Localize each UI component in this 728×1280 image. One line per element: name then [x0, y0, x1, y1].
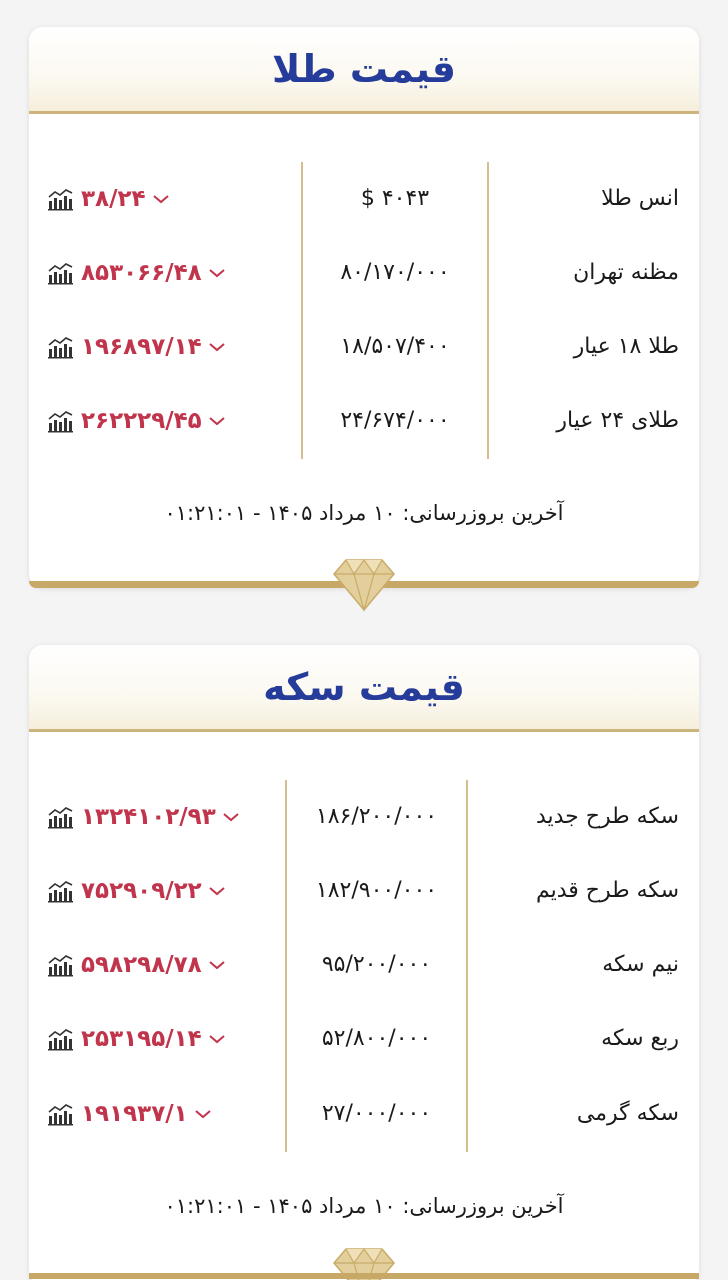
gold-card-title: قیمت طلا: [272, 47, 456, 91]
coin-price-card: [29, 645, 699, 1280]
change-value: ۱۹۱۹۳۷/۱: [81, 1101, 188, 1127]
coin-row-name: ربع سکه: [601, 1026, 679, 1051]
change-value: ۷۵۲۹۰۹/۲۲: [81, 878, 202, 904]
gold-row-change[interactable]: [47, 327, 226, 367]
chevron-down-icon: [222, 811, 240, 823]
change-value: ۲۶۲۲۲۹/۴۵: [81, 408, 202, 434]
chevron-down-icon: [208, 267, 226, 279]
diamond-icon: [332, 556, 396, 612]
gold-row-name: انس طلا: [601, 186, 679, 211]
gold-price-card: [29, 27, 699, 588]
gold-row-price: $ ۴۰۴۳: [360, 186, 430, 211]
gold-row-change[interactable]: [47, 179, 170, 219]
change-value: ۱۹۶۸۹۷/۱۴: [81, 334, 202, 360]
last-update-text: آخرین بروزرسانی: ۱۰ مرداد ۱۴۰۵ - ۰۱:۲۱:۰۱: [164, 501, 564, 525]
coin-row-change[interactable]: [47, 871, 226, 911]
coin-row-change[interactable]: [47, 1019, 226, 1059]
coin-row-name: سکه طرح جدید: [535, 804, 679, 829]
change-value: ۱۳۲۴۱۰۲/۹۳: [81, 804, 216, 830]
gold-card-header: [29, 27, 699, 114]
chevron-down-icon: [208, 959, 226, 971]
coin-row-price: ۱۸۲/۹۰۰/۰۰۰: [315, 878, 438, 903]
coin-row-name: نیم سکه: [602, 952, 679, 977]
column-divider: [466, 780, 468, 1152]
chevron-down-icon: [208, 341, 226, 353]
coin-row-price: ۲۷/۰۰۰/۰۰۰: [321, 1101, 432, 1126]
chart-bars-icon[interactable]: [47, 879, 75, 903]
chevron-down-icon: [208, 1033, 226, 1045]
coin-card-header: [29, 645, 699, 732]
coin-row-price: ۵۲/۸۰۰/۰۰۰: [321, 1026, 432, 1051]
chart-bars-icon[interactable]: [47, 953, 75, 977]
gold-row-price: ۸۰/۱۷۰/۰۰۰: [340, 260, 450, 285]
change-value: ۳۸/۲۴: [81, 186, 146, 212]
change-value: ۸۵۳۰۶۶/۴۸: [81, 260, 202, 286]
chart-bars-icon[interactable]: [47, 261, 75, 285]
chart-bars-icon[interactable]: [47, 335, 75, 359]
change-value: ۵۹۸۲۹۸/۷۸: [81, 952, 202, 978]
last-update-text: آخرین بروزرسانی: ۱۰ مرداد ۱۴۰۵ - ۰۱:۲۱:۰۱: [164, 1194, 564, 1218]
chevron-down-icon: [194, 1108, 212, 1120]
gold-row-name: طلای ۲۴ عیار: [556, 408, 679, 433]
coin-row-name: سکه طرح قدیم: [535, 878, 679, 903]
gold-row-name: طلا ۱۸ عیار: [573, 334, 679, 359]
change-value: ۲۵۳۱۹۵/۱۴: [81, 1026, 202, 1052]
coin-row-price: ۹۵/۲۰۰/۰۰۰: [321, 952, 432, 977]
coin-row-price: ۱۸۶/۲۰۰/۰۰۰: [315, 804, 438, 829]
coin-row-change[interactable]: [47, 797, 240, 837]
coin-card-title: قیمت سکه: [263, 665, 465, 709]
card-footer-bar: [29, 1273, 699, 1279]
chart-bars-icon[interactable]: [47, 1027, 75, 1051]
chevron-down-icon: [208, 885, 226, 897]
chart-bars-icon[interactable]: [47, 409, 75, 433]
coin-row-change[interactable]: [47, 1094, 212, 1134]
gold-row-price: ۲۴/۶۷۴/۰۰۰: [340, 408, 450, 433]
chevron-down-icon: [208, 415, 226, 427]
chart-bars-icon[interactable]: [47, 1102, 75, 1126]
chevron-down-icon: [152, 193, 170, 205]
gold-row-change[interactable]: [47, 253, 226, 293]
chart-bars-icon[interactable]: [47, 187, 75, 211]
column-divider: [487, 162, 489, 459]
gold-row-name: مظنه تهران: [573, 260, 679, 285]
chart-bars-icon[interactable]: [47, 805, 75, 829]
gold-row-change[interactable]: [47, 401, 226, 441]
gold-row-price: ۱۸/۵۰۷/۴۰۰: [340, 334, 450, 359]
coin-row-change[interactable]: [47, 945, 226, 985]
coin-row-name: سکه گرمی: [576, 1101, 679, 1126]
